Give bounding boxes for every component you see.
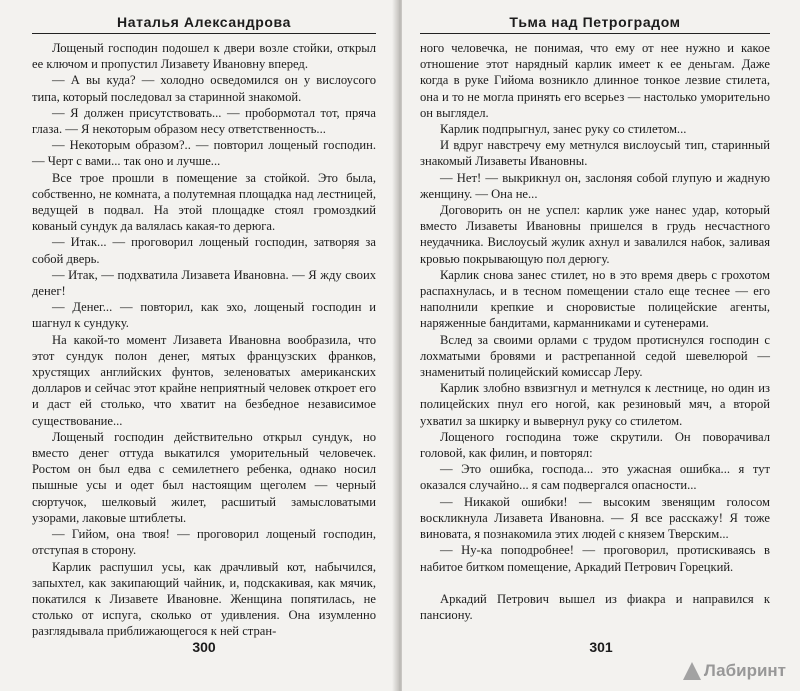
right-page bbox=[402, 0, 800, 691]
page-number-left: 300 bbox=[192, 639, 216, 655]
watermark-text: Лабиринт bbox=[703, 661, 786, 680]
paragraph: — Ну-ка поподробнее! — проговорил, протискиваясь в набитое битком помещение, Аркадий Петрович Горецкий. bbox=[420, 543, 770, 574]
paragraph: Лощеный господин подошел к двери возле стойки, открыл ее ключом и пропустил Лизавету Ивановну вперед. bbox=[32, 41, 376, 72]
paragraph: Лощеного господина тоже скрутили. Он поворачивал головой, как филин, и повторял: bbox=[420, 429, 770, 461]
paragraph: Карлик распушил усы, как драчливый кот, набычился, запыхтел, как закипающий чайник, и, подскакивая, как мячик, покатился к Лизавете Ивановне. Женщина попятилась, не столько от испуга, сколько от удивления. Она изумленно разглядывала приближающегося к ней стран- bbox=[32, 559, 376, 639]
paragraph: — Я должен присутствовать... — пробормотал тот, пряча глаза. — Я некоторым образом несу ответственность... bbox=[32, 105, 376, 137]
left-page-text bbox=[32, 40, 376, 640]
paragraph: — Некоторым образом?.. — повторил лощеный господин. — Черт с вами... так оно и лучше... bbox=[32, 138, 376, 169]
labirint-watermark bbox=[683, 661, 786, 681]
paragraph: — Никакой ошибки! — высоким звенящим голосом воскликнула Лизавета Ивановна. — Я все расскажу! Я тоже виновата, я познакомила этих людей с князем Тверским... bbox=[420, 494, 770, 542]
paragraph-continuation: ного человечка, не понимая, что ему от нее нужно и какое отношение этот нарядный карлик имеет к ее деньгам. Даже когда в руке Гийома возникло длинное тонкое лезвие стилета, она и то не могла принять его всерьез — настолько уморительно он выглядел. bbox=[420, 41, 770, 120]
paragraph: И вдруг навстречу ему метнулся вислоусый тип, старинный знакомый Лизаветы Ивановны. bbox=[420, 138, 770, 169]
paragraph: — Это ошибка, господа... это ужасная ошибка... я тут оказался случайно... я сам подвергался опасности... bbox=[420, 462, 770, 493]
paragraph: Все трое прошли в помещение за стойкой. Это была, собственно, не комната, а полутемная площадка над лестницей, ведущей в подвал. На этой площадке стоял громоздкий кованый сундук да валялась какая-то дерюга. bbox=[32, 170, 376, 234]
paragraph: — Нет! — выкрикнул он, заслоняя собой глупую и жадную женщину. — Она не... bbox=[420, 170, 770, 201]
paragraph: Карлик злобно взвизгнул и метнулся к лестнице, но один из полицейских пнул его ногой, как резиновый мяч, а второй ухватил за шкирку и вывернул руку со стилетом. bbox=[420, 381, 770, 428]
paragraph: Лощеный господин действительно открыл сундук, но вместо денег оттуда выкатился уморительный человечек. Ростом он был едва с семилетнего ребенка, однако носил пышные усы и одет был настоящим щеголем — черный сюртучок, шелковый жилет, расшитый замысловатыми узорами, лаковые штиблеты. bbox=[32, 429, 376, 525]
paragraph: — Итак... — проговорил лощеный господин, затворяя за собой дверь. bbox=[32, 235, 376, 266]
paragraph: — А вы куда? — холодно осведомился он у вислоусого типа, который последовал за старинной знакомой. bbox=[32, 73, 376, 104]
paragraph: — Итак, — подхватила Лизавета Ивановна. — Я жду своих денег! bbox=[32, 267, 376, 299]
watermark-logo-icon bbox=[683, 662, 701, 680]
page-number-right: 301 bbox=[589, 639, 613, 655]
paragraph: Карлик подпрыгнул, занес руку со стилетом... bbox=[440, 122, 687, 137]
paragraph: Вслед за своими орлами с трудом протиснулся господин с лохматыми бровями и растрепанной седой шевелюрой — знаменитый полицейский комиссар Леру. bbox=[420, 332, 770, 380]
left-page bbox=[0, 0, 398, 691]
paragraph: — Денег... — повторил, как эхо, лощеный господин и шагнул к сундуку. bbox=[32, 300, 376, 331]
paragraph: — Гийом, она твоя! — проговорил лощеный господин, отступая в сторону. bbox=[32, 527, 376, 558]
paragraph-new-section: Аркадий Петрович вышел из фиакра и направился к пансиону. bbox=[420, 591, 770, 622]
running-header-author: Наталья Александрова bbox=[32, 14, 376, 34]
paragraph: На какой-то момент Лизавета Ивановна вообразила, что этот сундук полон денег, мятых французских франков, хрустящих английских фунтов, зеленоватых американских долларов и сейчас этот крайне неприятный человек откроет его и даст ей столько, что хватит на безбедное независимое существование... bbox=[32, 332, 376, 428]
paragraph: Договорить он не успел: карлик уже нанес удар, который вместо Лизаветы Ивановны пришелся в грудь несчастного неудачника. Вислоусый жулик ахнул и завалился набок, заливая кровью покрывающую пол дерюгу. bbox=[420, 203, 770, 266]
running-header-title: Тьма над Петроградом bbox=[420, 14, 770, 34]
right-page-text bbox=[420, 40, 770, 623]
paragraph: Карлик снова занес стилет, но в это время дверь с грохотом распахнулась, и в тесном помещении стало еще теснее — его наполнили крепкие и сноровистые полицейские агенты, наряженные бандитами, карманниками и сутенерами. bbox=[420, 267, 770, 331]
